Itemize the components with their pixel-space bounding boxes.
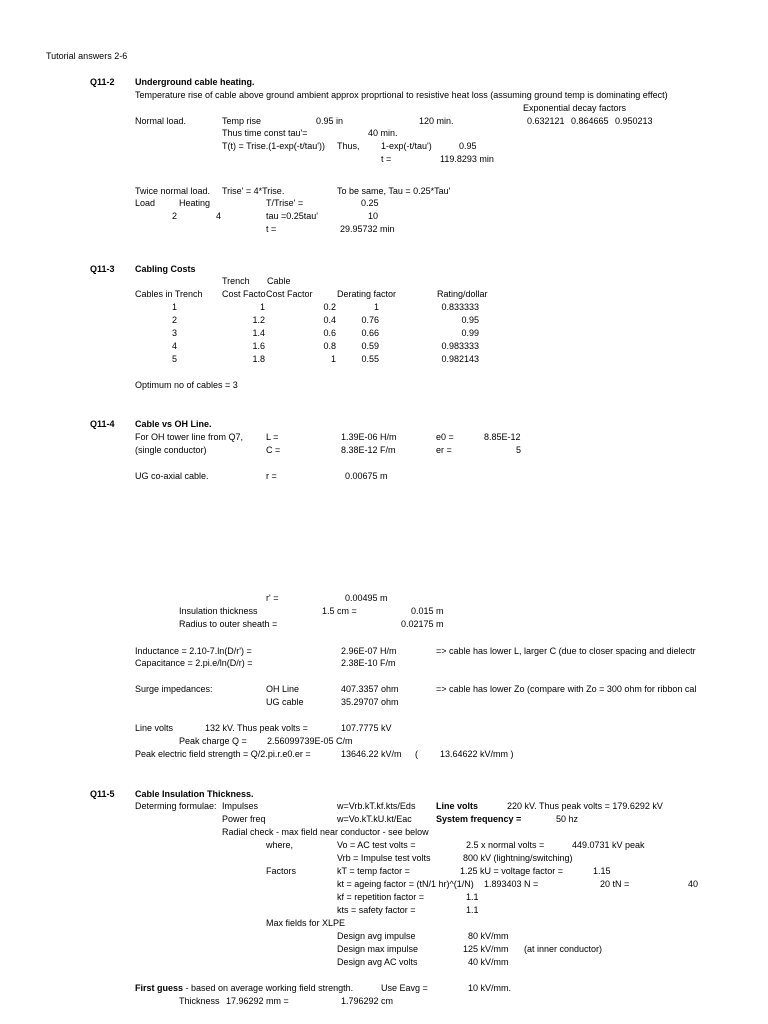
header-trench: Trench xyxy=(222,276,250,286)
cell-cable-cost: 0.4 xyxy=(323,315,336,325)
radial-check-text: Radial check - max field near conductor - see below xyxy=(222,827,429,837)
L-label: L = xyxy=(266,432,279,442)
kf-label: kf = repetition factor = xyxy=(337,892,425,902)
power-freq-label: Power freq xyxy=(222,814,266,824)
power-freq-formula: w=Vo.kT.kU.kt/Eac xyxy=(337,814,412,824)
max-fields-label: Max fields for XLPE xyxy=(266,918,346,928)
line-volts-label: Line volts xyxy=(436,801,479,811)
question-id: Q11-5 xyxy=(90,789,115,799)
oh-line-label: OH Line xyxy=(266,684,300,694)
oh-tower-text: For OH tower line from Q7, xyxy=(135,432,244,442)
cell-rating: 0.982143 xyxy=(441,354,479,364)
temp-rise-label: Temp rise xyxy=(222,116,262,126)
header-cable: Cable xyxy=(267,276,291,286)
trise-prime: Trise' = 4*Trise. xyxy=(222,186,285,196)
insulation-cm: 1.5 cm = xyxy=(322,606,357,616)
oh-line-value: 407.3357 ohm xyxy=(341,684,399,694)
line-volts-label: Line volts xyxy=(135,723,174,733)
tau-025-label: tau =0.25tau' xyxy=(266,211,319,221)
temp-rise-value: 0.95 in xyxy=(316,116,344,126)
tau-label: Thus time const tau'= xyxy=(222,128,308,138)
cell-cable-cost: 1 xyxy=(330,354,336,364)
exp-decay-label: Exponential decay factors xyxy=(523,103,627,113)
header-cables-in-trench: Cables in Trench xyxy=(135,289,203,299)
ug-cable-label: UG cable xyxy=(266,697,304,707)
line-volts-value: 132 kV. Thus peak volts = xyxy=(205,723,308,733)
use-eavg-value: 10 kV/mm. xyxy=(468,983,512,993)
one-minus-exp-value: 0.95 xyxy=(459,141,477,151)
header-cost-factor: Cost Factor xyxy=(266,289,313,299)
C-value: 8.38E-12 F/m xyxy=(341,445,396,455)
ttrise-value: 0.25 xyxy=(361,198,379,208)
inductance-formula: Inductance = 2.10-7.ln(D/r') = xyxy=(135,646,252,656)
question-id: Q11-2 xyxy=(90,77,115,87)
vo-label: Vo = AC test volts = xyxy=(337,840,416,850)
cell-derating: 0.55 xyxy=(361,354,379,364)
to-be-same: To be same, Tau = 0.25*Tau' xyxy=(337,186,451,196)
capacitance-value: 2.38E-10 F/m xyxy=(341,658,396,668)
cell-trench-cost: 1.8 xyxy=(252,354,265,364)
intro-text: Temperature rise of cable above ground ambient approx proprtional to resistive heat loss (assuming ground temp is dominating effect) xyxy=(135,90,668,100)
line-volts-value: 220 kV. Thus peak volts = 179.6292 kV xyxy=(507,801,663,811)
cell-trench-cost: 1.2 xyxy=(252,315,265,325)
cell-cable-cost: 0.2 xyxy=(323,302,336,312)
cell-cable-cost: 0.6 xyxy=(323,328,336,338)
load-value: 2 xyxy=(172,211,178,221)
tn-value: 40 xyxy=(688,879,699,889)
e0-value: 8.85E-12 xyxy=(484,432,521,442)
tau-025-value: 10 xyxy=(368,211,379,221)
cell-rating: 0.99 xyxy=(461,328,479,338)
kt-value: 1.25 kU = voltage factor = xyxy=(460,866,564,876)
ttrise-label: T/Trise' = xyxy=(266,198,304,208)
inner-conductor-note: (at inner conductor) xyxy=(524,944,603,954)
thickness-cm: 1.796292 cm xyxy=(341,996,394,1006)
determining-label: Determing formulae: xyxy=(135,801,217,811)
decay-factor-2: 0.864665 xyxy=(571,116,609,126)
cell-derating: 1 xyxy=(373,302,379,312)
design-avg-ac-value: 40 kV/mm xyxy=(468,957,509,967)
surge-label: Surge impedances: xyxy=(135,684,213,694)
cell-cable-cost: 0.8 xyxy=(323,341,336,351)
section-title: Underground cable heating. xyxy=(135,77,255,87)
er-value: 5 xyxy=(516,445,522,455)
question-id: Q11-3 xyxy=(90,264,115,274)
use-eavg-label: Use Eavg = xyxy=(381,983,428,993)
section-title: Cabling Costs xyxy=(135,264,196,274)
peak-field-mm: 13.64622 kV/mm ) xyxy=(440,749,514,759)
inductance-value: 2.96E-07 H/m xyxy=(341,646,397,656)
vo-value: 2.5 x normal volts = xyxy=(466,840,545,850)
question-id: Q11-4 xyxy=(90,419,115,429)
radius-outer-label: Radius to outer sheath = xyxy=(179,619,278,629)
header-derating: Derating factor xyxy=(337,289,397,299)
cell-trench-cost: 1.4 xyxy=(252,328,265,338)
design-avg-ac-label: Design avg AC volts xyxy=(337,957,418,967)
peak-field-label: Peak electric field strength = Q/2.pi.r.e0.er = xyxy=(135,749,311,759)
cell-cables: 5 xyxy=(172,354,178,364)
r-value: 0.00675 m xyxy=(345,471,388,481)
radius-outer-value: 0.02175 m xyxy=(401,619,444,629)
page-title: Tutorial answers 2-6 xyxy=(46,51,128,61)
peak-volts-value: 107.7775 kV xyxy=(341,723,392,733)
normal-load-label: Normal load. xyxy=(135,116,187,126)
r-prime-label: r' = xyxy=(266,593,279,603)
header-cost-facto: Cost Facto xyxy=(222,289,266,299)
kf-value: 1.1 xyxy=(466,892,479,902)
one-minus-exp: 1-exp(-t/tau') xyxy=(381,141,432,151)
design-avg-impulse-value: 80 kV/mm xyxy=(468,931,509,941)
vo-peak: 449.0731 kV peak xyxy=(572,840,645,850)
cell-cables: 4 xyxy=(172,341,178,351)
thickness-mm: 17.96292 mm = xyxy=(226,996,289,1006)
section-title: Cable vs OH Line. xyxy=(135,419,212,429)
ug-cable-value: 35.29707 ohm xyxy=(341,697,399,707)
kts-label: kts = safety factor = xyxy=(337,905,416,915)
vrb-value: 800 kV (lightning/switching) xyxy=(463,853,573,863)
peak-charge-value: 2.56099739E-05 C/m xyxy=(267,736,353,746)
capacitance-formula: Capacitance = 2.pi.e/ln(D/r) = xyxy=(135,658,253,668)
r-label: r = xyxy=(266,471,277,481)
ageing-label: kt = ageing factor = (tN/1 hr)^(1/N) xyxy=(337,879,474,889)
cell-rating: 0.95 xyxy=(461,315,479,325)
design-max-impulse-label: Design max impulse xyxy=(337,944,419,954)
surge-note: => cable has lower Zo (compare with Zo = 300 ohm for ribbon cal xyxy=(436,684,697,694)
L-value: 1.39E-06 H/m xyxy=(341,432,397,442)
single-conductor-text: (single conductor) xyxy=(135,445,207,455)
impulse-formula: w=Vrb.kT.kf.kts/Eds xyxy=(337,801,416,811)
cell-trench-cost: 1 xyxy=(259,302,265,312)
cell-cables: 3 xyxy=(172,328,178,338)
t-value: 119.8293 min xyxy=(440,154,494,164)
decay-factor-1: 0.632121 xyxy=(527,116,565,126)
thus-label: Thus, xyxy=(337,141,360,151)
min-120: 120 min. xyxy=(419,116,454,126)
optimum-text: Optimum no of cables = 3 xyxy=(135,380,238,390)
where-label: where, xyxy=(266,840,294,850)
cell-derating: 0.76 xyxy=(361,315,379,325)
kts-value: 1.1 xyxy=(466,905,479,915)
vrb-label: Vrb = Impulse test volts xyxy=(337,853,431,863)
design-max-impulse-value: 125 kV/mm xyxy=(463,944,509,954)
cell-derating: 0.59 xyxy=(361,341,379,351)
heating-label: Heating xyxy=(179,198,211,208)
first-guess-line xyxy=(135,983,353,994)
ageing-value: 1.893403 N = xyxy=(484,879,539,889)
heating-value: 4 xyxy=(216,211,222,221)
system-frequency-label: System frequency = xyxy=(436,814,522,824)
factors-label: Factors xyxy=(266,866,297,876)
cell-cables: 1 xyxy=(172,302,178,312)
tt-formula: T(t) = Trise.(1-exp(-t/tau')) xyxy=(222,141,325,151)
inductance-note: => cable has lower L, larger C (due to closer spacing and dielectr xyxy=(436,646,696,656)
first-guess-label: First guess xyxy=(135,983,184,993)
t2-label: t = xyxy=(266,224,277,234)
t2-value: 29.95732 min xyxy=(340,224,395,234)
kt-label: kT = temp factor = xyxy=(337,866,410,876)
load-label: Load xyxy=(135,198,156,208)
insulation-m: 0.015 m xyxy=(411,606,444,616)
n-value: 20 tN = xyxy=(600,879,630,889)
tau-value: 40 min. xyxy=(368,128,398,138)
first-guess-text: - based on average working field strength. xyxy=(183,983,354,993)
cell-derating: 0.66 xyxy=(361,328,379,338)
impulses-label: Impulses xyxy=(222,801,259,811)
peak-field-value: 13646.22 kV/m xyxy=(341,749,402,759)
decay-factor-3: 0.950213 xyxy=(615,116,653,126)
section-title: Cable Insulation Thickness. xyxy=(135,789,254,799)
cell-rating: 0.833333 xyxy=(441,302,479,312)
system-frequency-value: 50 hz xyxy=(556,814,579,824)
cell-rating: 0.983333 xyxy=(441,341,479,351)
cell-cables: 2 xyxy=(172,315,178,325)
ku-value: 1.15 xyxy=(593,866,611,876)
ug-coax-text: UG co-axial cable. xyxy=(135,471,209,481)
t-label: t = xyxy=(381,154,392,164)
insulation-thickness-label: Insulation thickness xyxy=(179,606,258,616)
cell-trench-cost: 1.6 xyxy=(252,341,265,351)
e0-label: e0 = xyxy=(436,432,454,442)
thickness-label: Thickness xyxy=(179,996,220,1006)
C-label: C = xyxy=(266,445,281,455)
er-label: er = xyxy=(436,445,452,455)
peak-charge-label: Peak charge Q = xyxy=(179,736,247,746)
twice-normal-label: Twice normal load. xyxy=(135,186,211,196)
r-prime-value: 0.00495 m xyxy=(345,593,388,603)
paren-open: ( xyxy=(415,749,418,759)
header-rating: Rating/dollar xyxy=(437,289,488,299)
design-avg-impulse-label: Design avg impulse xyxy=(337,931,416,941)
